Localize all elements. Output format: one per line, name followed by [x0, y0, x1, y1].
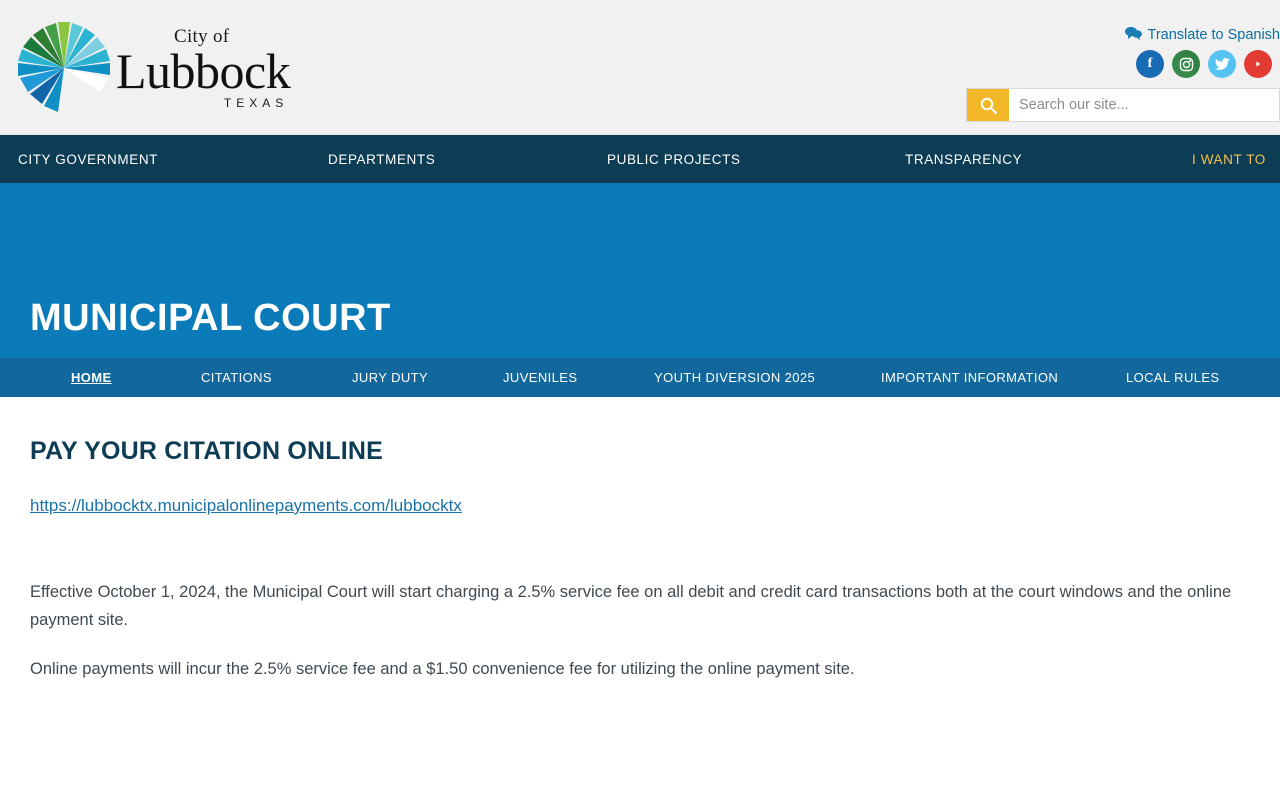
- facebook-icon[interactable]: f: [1136, 50, 1164, 78]
- nav-item-transparency[interactable]: TRANSPARENCY: [905, 151, 1023, 167]
- instagram-svg: [1179, 57, 1194, 72]
- social-links: [1136, 50, 1272, 78]
- nav-item-public-projects[interactable]: PUBLIC PROJECTS: [607, 151, 741, 167]
- page-hero: [0, 183, 1280, 358]
- subnav-item-jury-duty[interactable]: JURY DUTY: [352, 370, 429, 385]
- search-button[interactable]: [967, 89, 1009, 121]
- logo-wordmark: [116, 16, 290, 110]
- paragraph-service-fee: Effective October 1, 2024, the Municipal Court will start charging a 2.5% service fee on all debit and credit card transactions both at the court windows and the online payment site.: [30, 583, 1232, 629]
- site-logo[interactable]: [16, 16, 290, 118]
- youtube-svg: [1250, 58, 1266, 70]
- twitter-bird-svg: [1215, 58, 1230, 71]
- section-navigation: [0, 358, 1280, 397]
- youtube-icon[interactable]: [1244, 50, 1272, 78]
- nav-item-city-government[interactable]: CITY GOVERNMENT: [18, 151, 159, 167]
- paragraph-convenience-fee: Online payments will incur the 2.5% service fee and a $1.50 convenience fee for utilizing the online payment site.: [30, 660, 855, 678]
- site-header: [0, 0, 1280, 135]
- subnav-item-citations[interactable]: CITATIONS: [201, 370, 273, 385]
- search-icon: [980, 97, 997, 114]
- page-title: MUNICIPAL COURT: [30, 297, 391, 339]
- lubbock-sunburst-logo-icon: [16, 16, 124, 118]
- chat-bubbles-svg: [1125, 26, 1142, 40]
- online-payment-link[interactable]: https://lubbocktx.municipalonlinepayments.com/lubbocktx: [30, 496, 462, 515]
- nav-item-departments[interactable]: DEPARTMENTS: [328, 151, 436, 167]
- translate-to-spanish-link[interactable]: [1125, 26, 1280, 43]
- logo-state-text: TEXAS: [223, 96, 289, 110]
- subnav-item-home[interactable]: HOME: [71, 370, 112, 385]
- content-heading: PAY YOUR CITATION ONLINE: [30, 437, 383, 465]
- main-navigation: [0, 135, 1280, 183]
- subnav-item-youth-diversion-2025[interactable]: YOUTH DIVERSION 2025: [654, 370, 816, 385]
- translate-label: Translate to Spanish: [1147, 26, 1280, 43]
- search-input[interactable]: [1009, 89, 1279, 121]
- subnav-item-local-rules[interactable]: LOCAL RULES: [1126, 370, 1220, 385]
- nav-item-i-want-to[interactable]: I WANT TO: [1192, 151, 1266, 167]
- translate-chat-icon: [1125, 26, 1142, 43]
- twitter-icon[interactable]: [1208, 50, 1236, 78]
- instagram-icon[interactable]: [1172, 50, 1200, 78]
- sunburst-svg: [16, 16, 124, 118]
- logo-city-text: City of: [174, 26, 230, 47]
- subnav-item-juveniles[interactable]: JUVENILES: [503, 370, 578, 385]
- main-content: [0, 397, 1280, 683]
- site-search[interactable]: [966, 88, 1280, 122]
- subnav-item-important-information[interactable]: IMPORTANT INFORMATION: [881, 370, 1059, 385]
- logo-name-text: Lubbock: [116, 43, 291, 99]
